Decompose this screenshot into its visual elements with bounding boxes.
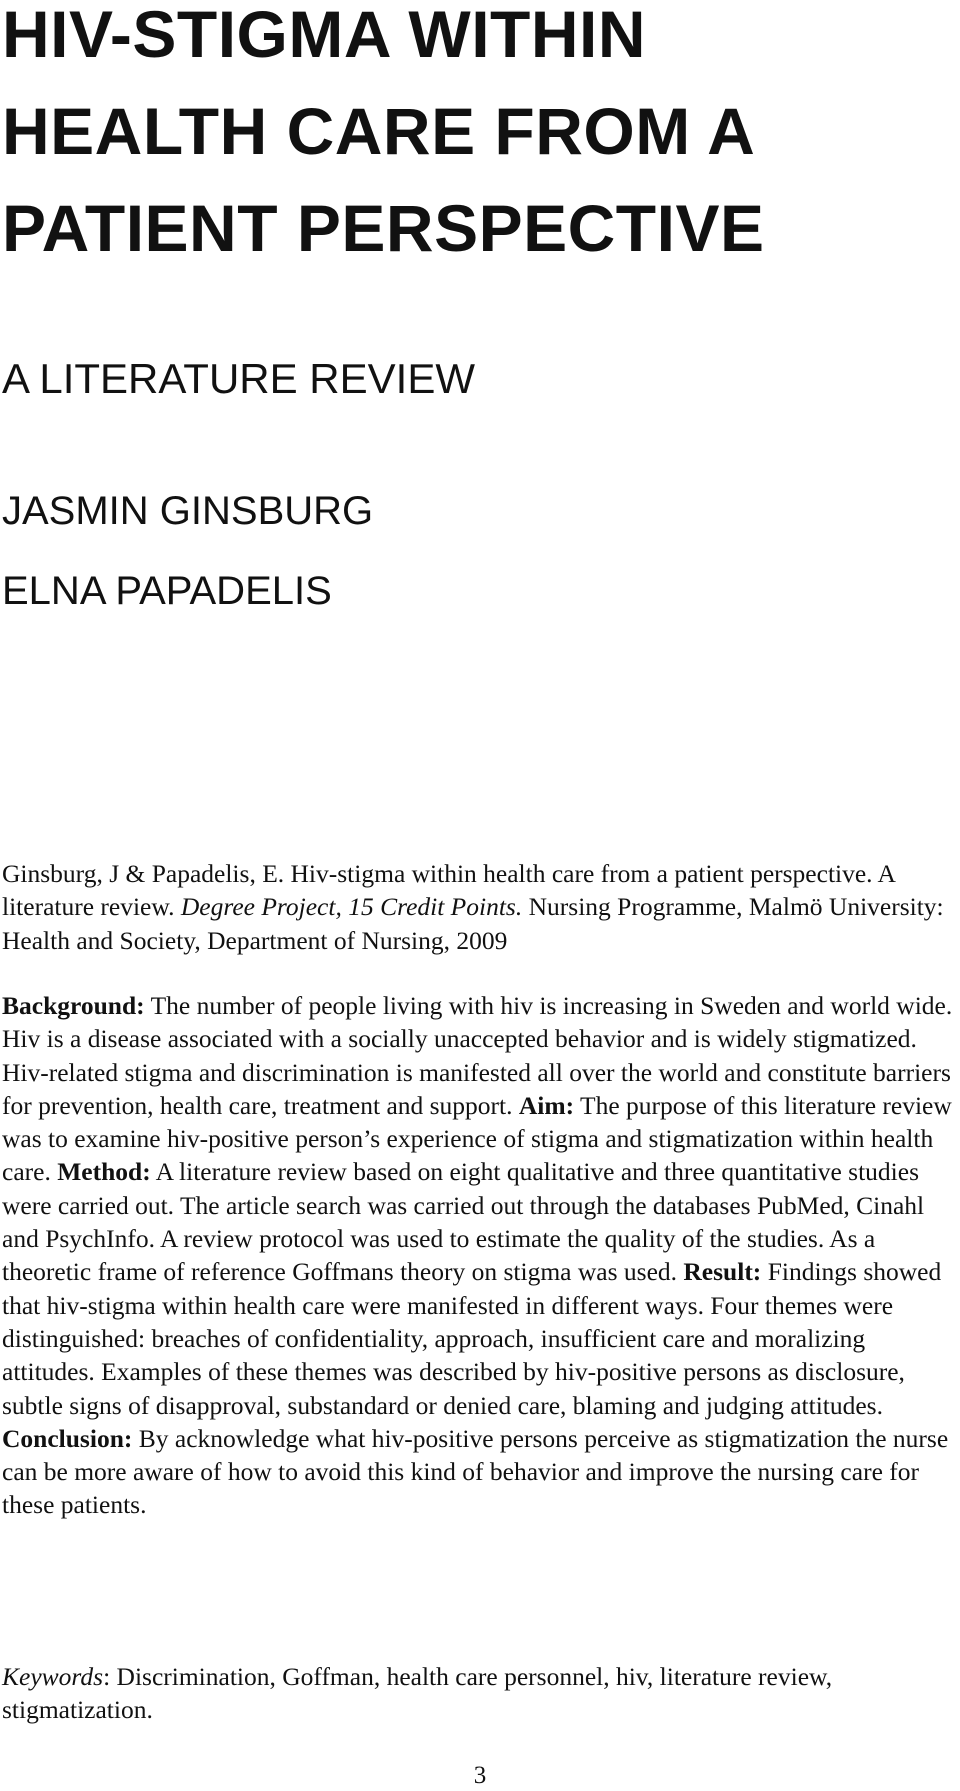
- document-title: [2, 0, 942, 277]
- document-subtitle: A LITERATURE REVIEW: [2, 355, 475, 402]
- title-line-3: PATIENT PERSPECTIVE: [2, 191, 765, 265]
- title-line-2: HEALTH CARE FROM A: [2, 94, 756, 168]
- background-text: The number of people living with hiv is increasing in Sweden and world wide. Hiv is a disease associated with a socially unaccepted behavior and is widely stigmatized. Hiv-related stigma and discrimination is manifested all over the world and constitute barriers for prevention, health care, treatment and support.: [2, 991, 953, 1120]
- conclusion-label: Conclusion:: [2, 1423, 133, 1453]
- method-text: A literature review based on eight qualitative and three quantitative studies were carried out. The article search was carried out through the databases PubMed, Cinahl and PsychInfo. A review protocol was used to estimate the quality of the studies. As a theoretic frame of reference Goffmans theory on stigma was used.: [2, 1157, 925, 1287]
- result-text: Findings showed that hiv-stigma within health care were manifested in different ways. Four themes were distinguished: breaches of confidentiality, approach, insufficient care and moralizing attitudes. Examples of these themes was described by hiv-positive persons as disclosure, subtle signs of disapproval, substandard or denied care, blaming and judging attitudes.: [2, 1257, 942, 1420]
- author-name: ELNA PAPADELIS: [2, 569, 332, 613]
- citation-italic: Degree Project, 15 Credit Points.: [180, 892, 523, 922]
- abstract-paragraph: [2, 989, 957, 1522]
- citation-paragraph: [2, 857, 952, 957]
- citation-rest: Nursing Programme, Malmö University: Health and Society, Department of Nursing, 2009: [2, 892, 944, 955]
- aim-label: Aim:: [518, 1090, 575, 1120]
- author-name: JASMIN GINSBURG: [2, 489, 374, 533]
- keywords-label: Keywords: [2, 1662, 104, 1691]
- conclusion-text: By acknowledge what hiv-positive persons perceive as stigmatization the nurse can be more aware of how to avoid this kind of behavior and improve the nursing care for these patients.: [2, 1423, 949, 1520]
- title-line-1: HIV-STIGMA WITHIN: [2, 0, 647, 71]
- background-label: Background:: [2, 991, 145, 1020]
- aim-text: The purpose of this literature review was to examine hiv-positive person’s experience of stigma and stigmatization within health care.: [2, 1090, 952, 1187]
- page-number: 3: [473, 1762, 487, 1789]
- method-label: Method:: [57, 1157, 151, 1187]
- keywords-paragraph: [2, 1660, 957, 1727]
- result-label: Result:: [683, 1257, 762, 1287]
- keywords-text: : Discrimination, Goffman, health care personnel, hiv, literature review, stigmatization.: [2, 1662, 833, 1725]
- citation-text: Ginsburg, J & Papadelis, E. Hiv-stigma within health care from a patient perspective. A literature review.: [2, 859, 895, 922]
